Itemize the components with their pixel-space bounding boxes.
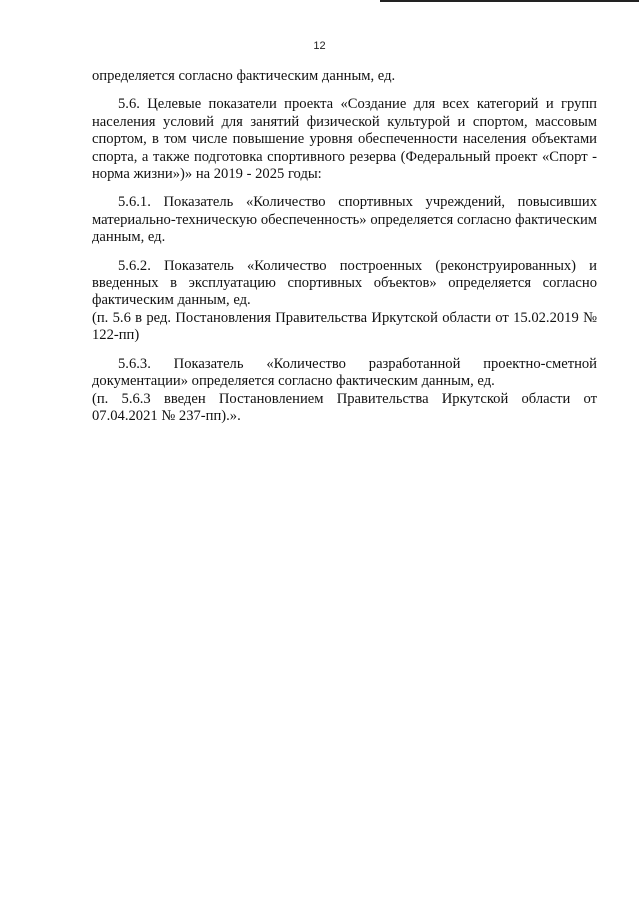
page-number: 12 bbox=[313, 40, 326, 52]
amendment-note-5-6: (п. 5.6 в ред. Постановления Правительства Иркутской области от 15.02.2019 № 122-пп) bbox=[92, 309, 597, 344]
amendment-note-5-6-3: (п. 5.6.3 введен Постановлением Правительства Иркутской области от 07.04.2021 № 237-пп).». bbox=[92, 390, 597, 424]
paragraph-5-6-2: 5.6.2. Показатель «Количество построенных (реконструированных) и введенных в эксплуатацию спортивных объектов» определяется согласно фактическим данным, ед. bbox=[92, 257, 597, 309]
paragraph-5-6-3: 5.6.3. Показатель «Количество разработанной проектно-сметной документации» определяется согласно фактическим данным, ед. bbox=[92, 355, 597, 390]
top-rule-divider bbox=[380, 0, 639, 2]
paragraph-5-6: 5.6. Целевые показатели проекта «Создание для всех категорий и групп населения условий для занятий физической культурой и спортом, массовым спортом, в том числе повышение уровня обеспеченности населения объектами спорта, а также подготовка спортивного резерва (Федеральный проект «Спорт - норма жизни»)» на 2019 - 2025 годы: bbox=[92, 96, 597, 183]
document-body bbox=[92, 68, 597, 425]
paragraph-5-6-1: 5.6.1. Показатель «Количество спортивных учреждений, повысивших материально-техническую обеспеченность» определяется согласно фактическим данным, ед. bbox=[92, 194, 597, 246]
paragraph-continuation: определяется согласно фактическим данным, ед. bbox=[92, 68, 396, 84]
